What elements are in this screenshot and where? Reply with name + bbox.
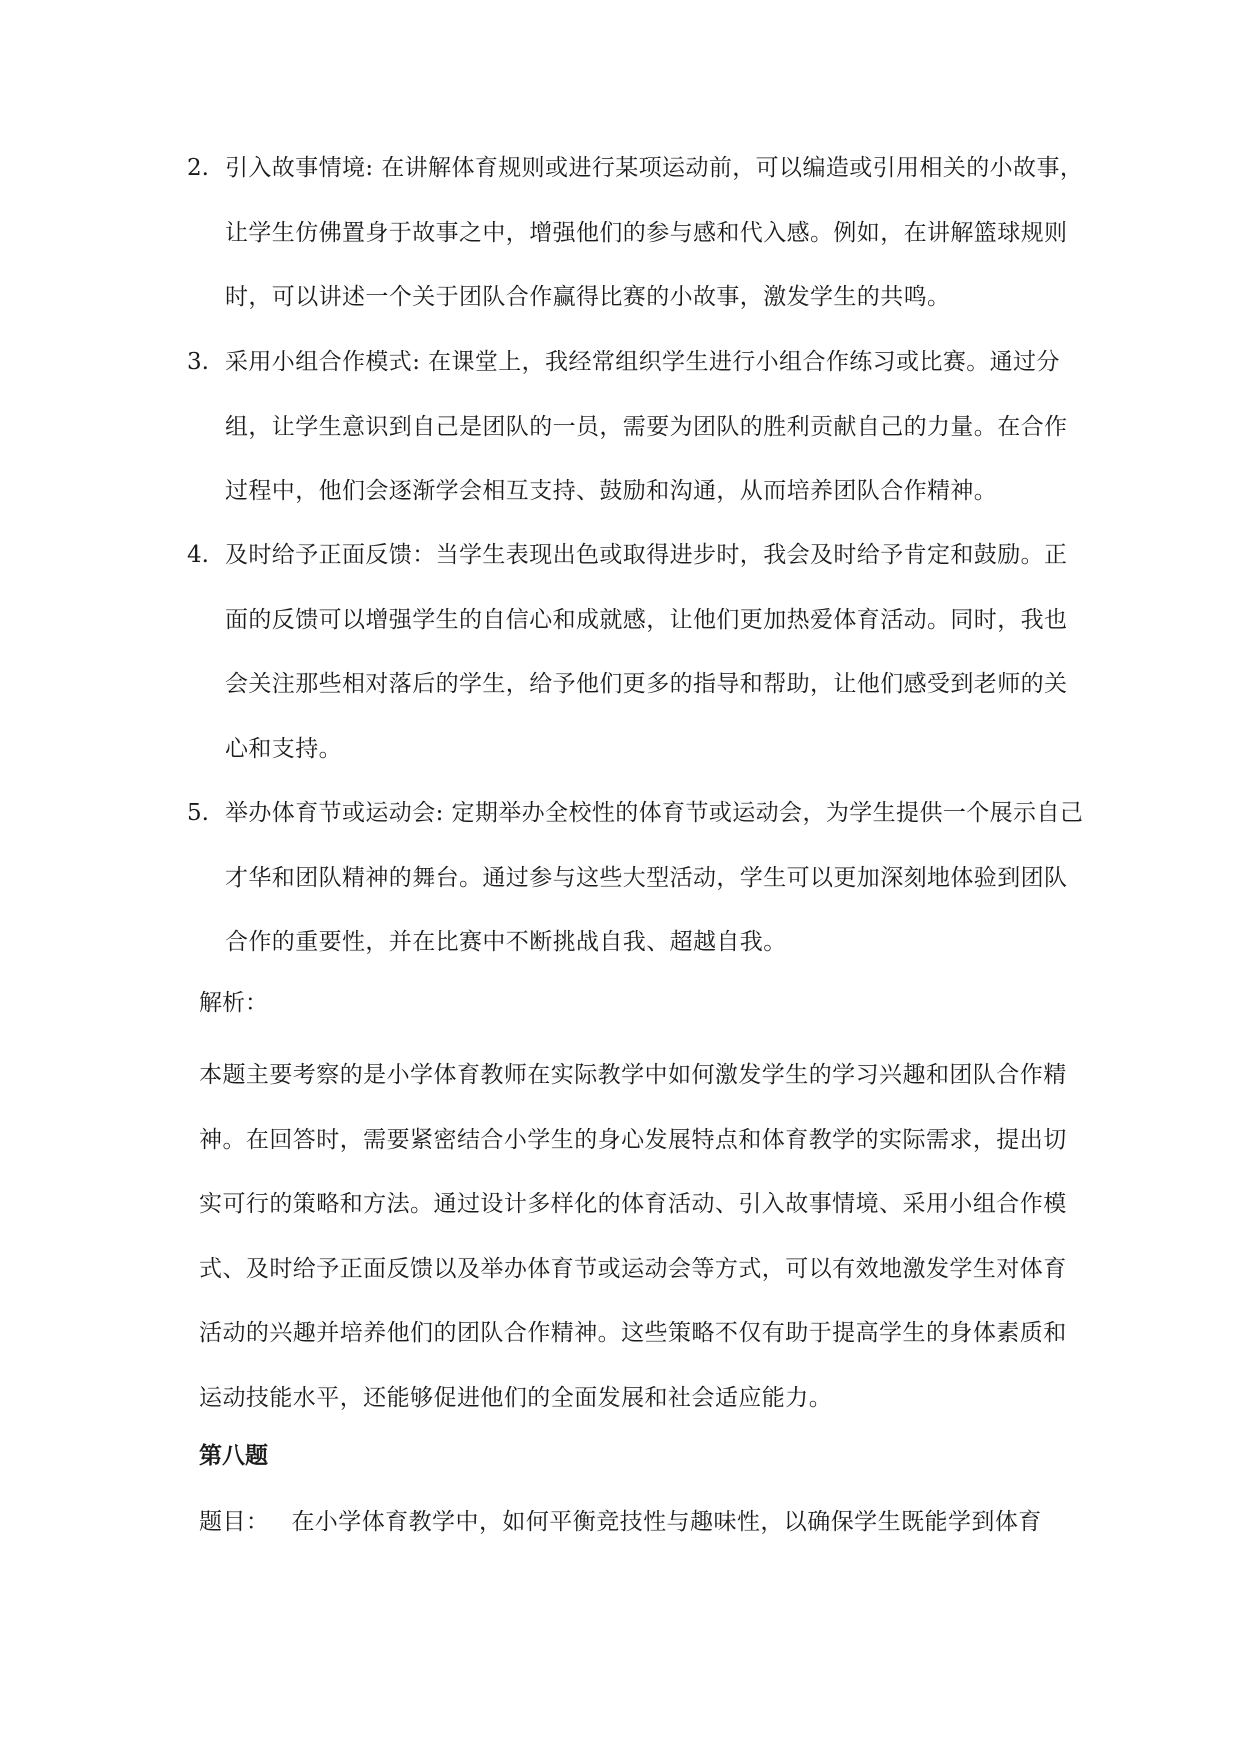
list-item-text: 引入故事情境: 在讲解体育规则或进行某项运动前，可以编造或引用相关的小故事，让学生仿佛置身于故事之中，增强他们的参与感和代入感。例如，在讲解篮球规则时，可以讲述一个关于团队合作赢得比赛的小故事，激发学生的共鸣。 <box>225 155 1084 310</box>
list-item-number: 2. <box>187 155 209 181</box>
section-heading: 第八题 <box>199 1442 268 1469</box>
question-text: 在小学体育教学中，如何平衡竞技性与趣味性，以确保学生既能学到体育 <box>291 1509 1042 1535</box>
list-item-number: 4. <box>187 542 209 568</box>
list-item-number: 3. <box>187 349 209 375</box>
question-line <box>199 1495 1085 1549</box>
list-item-number: 5. <box>187 800 209 826</box>
analysis-label: 解析： <box>199 990 268 1016</box>
analysis-paragraph: 本题主要考察的是小学体育教师在实际教学中如何激发学生的学习兴趣和团队合作精神。在回答时，需要紧密结合小学生的身心发展特点和体育教学的实际需求，提出切实可行的策略和方法。通过设计多样化的体育活动、引入故事情境、采用小组合作模式、及时给予正面反馈以及举办体育节或运动会等方式，可以有效地激发学生对体育活动的兴趣并培养他们的团队合作精神。这些策略不仅有助于提高学生的身体素质和运动技能水平，还能够促进他们的全面发展和社会适应能力。 <box>199 1062 1067 1411</box>
question-label: 题目： <box>199 1509 270 1535</box>
list-item-text: 及时给予正面反馈：当学生表现出色或取得进步时，我会及时给予肯定和鼓励。正面的反馈可以增强学生的自信心和成就感，让他们更加热爱体育活动。同时，我也会关注那些相对落后的学生，给予他们更多的指导和帮助，让他们感受到老师的关心和支持。 <box>225 542 1068 762</box>
list-item-text: 举办体育节或运动会: 定期举办全校性的体育节或运动会，为学生提供一个展示自己才华和团队精神的舞台。通过参与这些大型活动，学生可以更加深刻地体验到团队合作的重要性，并在比赛中不断挑战自我、超越自我。 <box>225 800 1084 955</box>
list-item-text: 采用小组合作模式: 在课堂上，我经常组织学生进行小组合作练习或比赛。通过分组，让学生意识到自己是团队的一员，需要为团队的胜利贡献自己的力量。在合作过程中，他们会逐渐学会相互支持、鼓励和沟通，从而培养团队合作精神。 <box>225 349 1068 504</box>
